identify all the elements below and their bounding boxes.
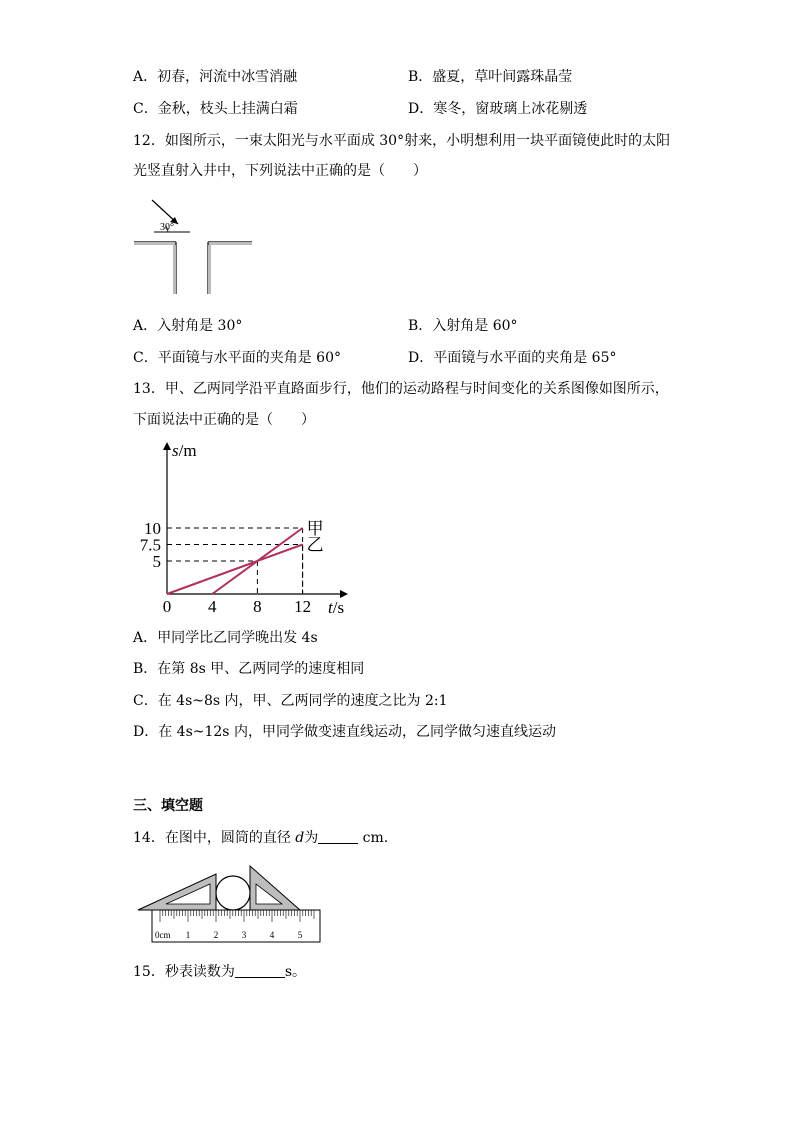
q13-distance-time-graph bbox=[130, 436, 360, 622]
well-wall-right-hatch bbox=[208, 245, 211, 294]
section-title: 三、填空题 bbox=[133, 798, 203, 814]
cylinder-cross-section bbox=[216, 876, 250, 910]
ground-left-hatch bbox=[134, 242, 176, 245]
ruler-label-0: 0cm bbox=[155, 930, 171, 940]
q12-option-d: D．平面镜与水平面的夹角是 65° bbox=[408, 350, 617, 366]
y-axis-arrow bbox=[163, 442, 171, 450]
q12-stem-line2: 光竖直射入井中，下列说法中正确的是（ ） bbox=[133, 163, 427, 179]
q14-stem bbox=[133, 829, 388, 847]
q14-answer-blank[interactable] bbox=[318, 829, 358, 844]
q12-stem-line1: 12．如图所示，一束太阳光与水平面成 30°射来，小明想利用一块平面镜使此时的太阳 bbox=[133, 133, 671, 149]
x-tick-label-1: 4 bbox=[207, 597, 217, 616]
series-label-1: 乙 bbox=[306, 535, 324, 555]
q12-option-c: C．平面镜与水平面的夹角是 60° bbox=[133, 350, 341, 366]
q13-option-b: B．在第 8s 甲、乙两同学的速度相同 bbox=[133, 661, 365, 677]
q12-option-a: A．入射角是 30° bbox=[133, 318, 243, 334]
series-line-1 bbox=[167, 545, 303, 595]
x-tick-label-3: 12 bbox=[294, 597, 312, 616]
x-axis-arrow bbox=[340, 590, 348, 598]
q15-answer-blank[interactable] bbox=[235, 963, 285, 978]
q13-stem-line2: 下面说法中正确的是（ ） bbox=[133, 412, 315, 428]
ruler-label-2: 2 bbox=[213, 930, 219, 940]
ruler-label-4: 4 bbox=[269, 930, 275, 940]
x-tick-label-0: 0 bbox=[162, 597, 172, 616]
ruler-label-1: 1 bbox=[185, 930, 191, 940]
q14-middle: 为 bbox=[304, 830, 319, 846]
q13-option-c: C．在 4s~8s 内，甲、乙两同学的速度之比为 2:1 bbox=[133, 693, 448, 709]
y-tick-label-2: 10 bbox=[144, 519, 161, 538]
q15-prefix: 15．秒表读数为 bbox=[133, 964, 235, 980]
y-tick-label-0: 5 bbox=[152, 552, 161, 571]
angle-label: 30° bbox=[160, 222, 174, 233]
q15-stem bbox=[133, 963, 306, 981]
y-axis-label: s/m bbox=[172, 441, 197, 460]
q14-prefix: 14．在图中，圆筒的直径 bbox=[133, 830, 296, 846]
q15-suffix: s。 bbox=[284, 964, 307, 980]
q11-option-a: A．初春，河流中冰雪消融 bbox=[133, 69, 298, 85]
q14-ruler-figure bbox=[136, 852, 326, 944]
q13-option-a: A．甲同学比乙同学晚出发 4s bbox=[133, 630, 318, 646]
q12-option-b: B．入射角是 60° bbox=[408, 318, 518, 334]
x-axis-label: t/s bbox=[328, 598, 345, 617]
ruler-label-5: 5 bbox=[297, 930, 303, 940]
q14-variable: d bbox=[295, 830, 305, 846]
series-label-0: 甲 bbox=[306, 519, 324, 538]
q11-option-c: C．金秋，枝头上挂满白霜 bbox=[133, 101, 298, 117]
x-tick-label-2: 8 bbox=[253, 597, 262, 616]
q13-stem-line1: 13．甲、乙两同学沿平直路面步行，他们的运动路程与时间变化的关系图像如图所示， bbox=[133, 381, 669, 397]
q13-option-d: D．在 4s~12s 内，甲同学做变速直线运动，乙同学做匀速直线运动 bbox=[133, 724, 556, 740]
ground-right-hatch bbox=[208, 242, 252, 245]
well-wall-left-hatch bbox=[173, 245, 176, 294]
q14-suffix: cm. bbox=[358, 830, 389, 846]
y-tick-label-1: 7.5 bbox=[139, 535, 161, 555]
q11-option-b: B．盛夏，草叶间露珠晶莹 bbox=[408, 69, 573, 85]
ruler-label-3: 3 bbox=[241, 930, 247, 940]
q11-option-d: D．寒冬，窗玻璃上冰花剔透 bbox=[408, 101, 588, 117]
ruler-body bbox=[152, 910, 320, 942]
q12-well-figure bbox=[130, 196, 260, 298]
